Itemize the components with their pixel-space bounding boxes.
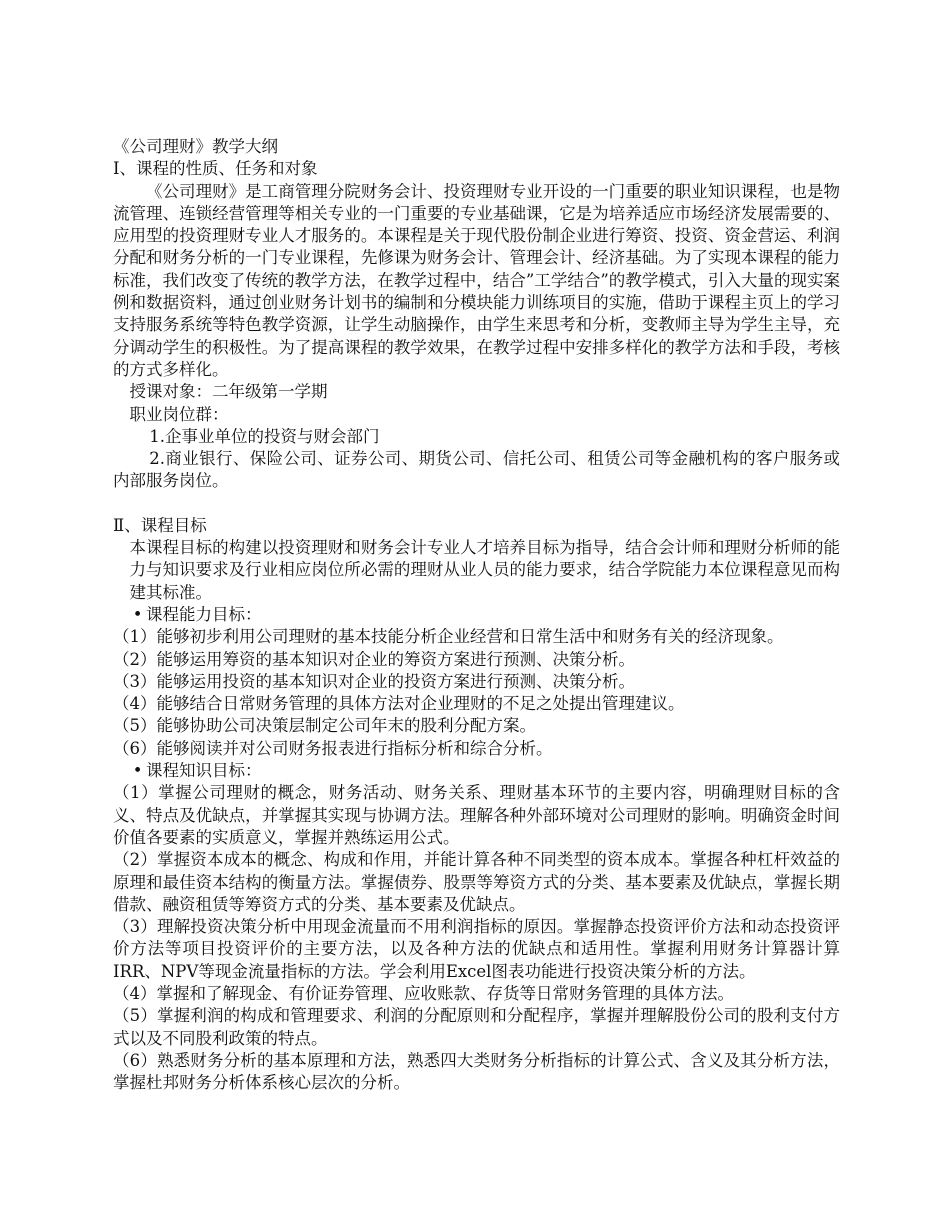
document-title: 《公司理财》教学大纲	[113, 137, 278, 156]
knowledge-goals-heading	[113, 760, 840, 782]
knowledge-item: （1）掌握公司理财的概念，财务活动、财务关系、理财基本环节的主要内容，明确理财目标的含义、特点及优缺点，并掌握其实现与协调方法。理解各种外部环境对公司理财的影响。明确资金时间价值各要素的实质意义，掌握并熟练运用公式。	[113, 783, 840, 847]
ability-item: （1）能够初步利用公司理财的基本技能分析企业经营和日常生活中和财务有关的经济现象。	[113, 627, 784, 647]
section2-paragraph: 本课程目标的构建以投资理财和财务会计专业人才培养目标为指导，结合会计师和理财分析师的能力与知识要求及行业相应岗位所必需的理财从业人员的能力要求，结合学院能力本位课程意见而构建其标准。	[129, 538, 840, 602]
document-page	[113, 136, 840, 1094]
ability-item: （5）能够协助公司决策层制定公司年末的股利分配方案。	[113, 716, 536, 736]
section2-heading: Ⅱ、课程目标	[113, 515, 207, 535]
audience-line: 授课对象：二年级第一学期	[129, 382, 328, 402]
knowledge-item: （2）掌握资本成本的概念、构成和作用，并能计算各种不同类型的资本成本。掌握各种杠杆效益的原理和最佳资本结构的衡量方法。掌握债券、股票等筹资方式的分类、基本要素及优缺点，掌握长期借款、融资租赁等筹资方式的分类、基本要素及优缺点。	[113, 850, 840, 914]
ability-item: （2）能够运用筹资的基本知识对企业的筹资方案进行预测、决策分析。	[113, 649, 635, 669]
section1-paragraph: 《公司理财》是工商管理分院财务会计、投资理财专业开设的一门重要的职业知识课程，也是物流管理、连锁经营管理等相关专业的一门重要的专业基础课，它是为培养适应市场经济发展需要的、应用型的投资理财专业人才服务的。本课程是关于现代股份制企业进行筹资、投资、资金营运、利润分配和财务分析的一门专业课程，先修课为财务会计、管理会计、经济基础。为了实现本课程的能力标准，我们改变了传统的教学方法，在教学过程中，结合”工学结合”的教学模式，引入大量的现实案例和数据资料，通过创业财务计划书的编制和分模块能力训练项目的实施，借助于课程主页上的学习支持服务系统等特色教学资源，让学生动脑操作，由学生来思考和分析，变教师主导为学生主导，充分调动学生的积极性。为了提高课程的教学效果，在教学过程中安排多样化的教学方法和手段，考核的方式多样化。	[113, 181, 840, 379]
ability-goals-label: 课程能力目标：	[145, 604, 262, 624]
ability-item: （3）能够运用投资的基本知识对企业的投资方案进行预测、决策分析。	[113, 671, 635, 691]
bullet-icon: •	[132, 761, 143, 781]
ability-item: （6）能够阅读并对公司财务报表进行指标分析和综合分析。	[113, 738, 553, 758]
section-gap	[113, 493, 840, 515]
job-item-1: 1.企事业单位的投资与财会部门	[149, 426, 380, 446]
bullet-icon: •	[132, 604, 143, 624]
ability-goals-heading	[113, 604, 840, 626]
knowledge-item: （4）掌握和了解现金、有价证券管理、应收账款、存货等日常财务管理的具体方法。	[113, 983, 734, 1003]
knowledge-item: （5）掌握利润的构成和管理要求、利润的分配原则和分配程序，掌握并理解股份公司的股利支付方式以及不同股利政策的特点。	[113, 1006, 840, 1048]
knowledge-item: （6）熟悉财务分析的基本原理和方法，熟悉四大类财务分析指标的计算公式、含义及其分析方法，掌握杜邦财务分析体系核心层次的分析。	[113, 1050, 840, 1093]
jobs-label: 职业岗位群：	[129, 404, 229, 424]
ability-item: （4）能够结合日常财务管理的具体方法对企业理财的不足之处提出管理建议。	[113, 694, 685, 714]
knowledge-goals-label: 课程知识目标：	[145, 761, 262, 781]
job-item-2: 2.商业银行、保险公司、证券公司、期货公司、信托公司、租赁公司等金融机构的客户服务或内部服务岗位。	[113, 449, 840, 491]
section1-heading: Ⅰ、课程的性质、任务和对象	[113, 159, 318, 179]
knowledge-item: （3）理解投资决策分析中用现金流量而不用利润指标的原因。掌握静态投资评价方法和动态投资评价方法等项目投资评价的主要方法，以及各种方法的优缺点和适用性。掌握利用财务计算器计算IRR、NPV等现金流量指标的方法。学会利用Excel图表功能进行投资决策分析的方法。	[113, 917, 840, 981]
